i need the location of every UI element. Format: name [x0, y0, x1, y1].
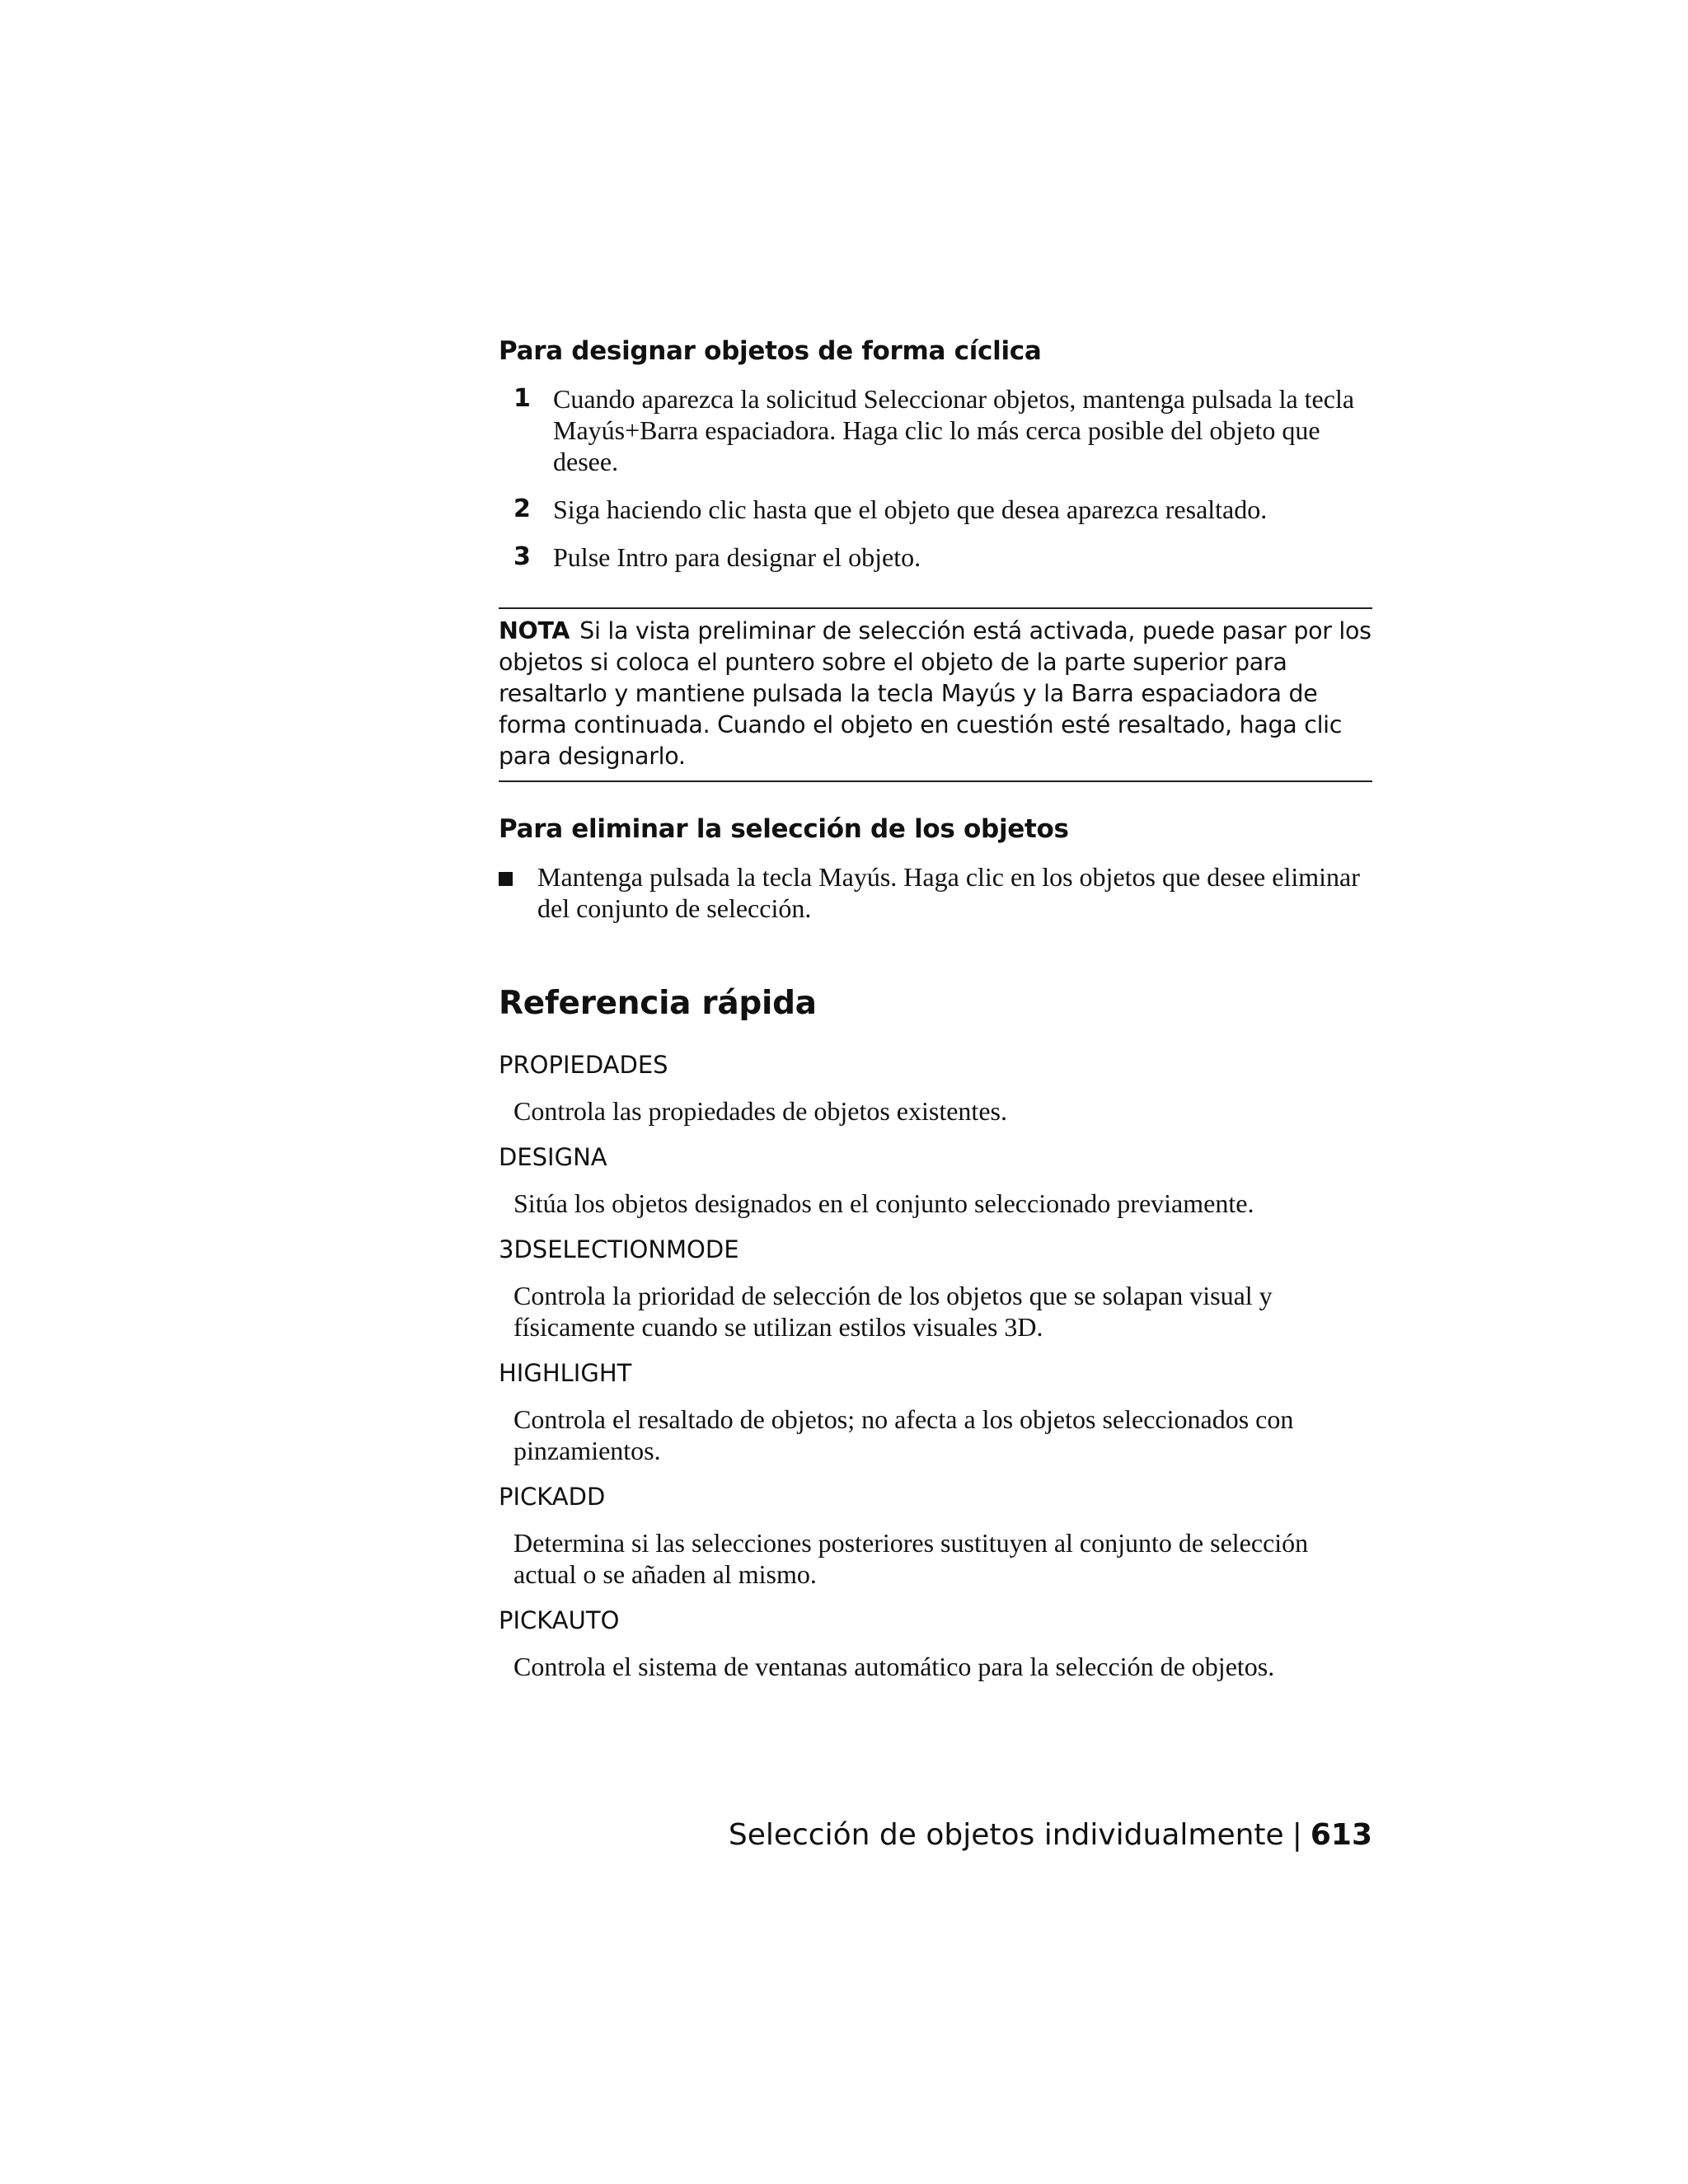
- reference-description: Controla el resaltado de objetos; no afecta a los objetos seleccionados con pinzamientos.: [513, 1404, 1294, 1465]
- list-item: [499, 541, 1372, 573]
- procedure-title-cyclic: Para designar objetos de forma cíclica: [499, 336, 1042, 366]
- step-number: 3: [513, 542, 531, 571]
- bullet-text: Mantenga pulsada la tecla Mayús. Haga clic en los objetos que desee eliminar del conjunto de selección.: [537, 862, 1360, 923]
- bullet-square-icon: [499, 861, 537, 924]
- page-number: 613: [1310, 1818, 1372, 1852]
- footer-separator: |: [1292, 1818, 1302, 1852]
- page-content: [499, 334, 1372, 1697]
- step-number: 2: [513, 494, 531, 523]
- step-number: 1: [513, 384, 531, 413]
- steps-list: [499, 383, 1372, 573]
- reference-term: PICKADD: [499, 1483, 606, 1511]
- reference-term: HIGHLIGHT: [499, 1359, 632, 1387]
- list-item: [499, 383, 1372, 477]
- step-text: Siga haciendo clic hasta que el objeto que desea aparezca resaltado.: [553, 494, 1268, 524]
- list-item: [499, 861, 1372, 924]
- note-label: NOTA: [499, 617, 570, 644]
- reference-term: PROPIEDADES: [499, 1051, 668, 1079]
- reference-term: DESIGNA: [499, 1143, 607, 1171]
- reference-description: Controla las propiedades de objetos existentes.: [513, 1096, 1007, 1126]
- section-heading: Referencia rápida: [499, 985, 817, 1022]
- reference-term: 3DSELECTIONMODE: [499, 1235, 739, 1263]
- procedure-title-remove: Para eliminar la selección de los objetos: [499, 814, 1069, 844]
- reference-description: Controla la prioridad de selección de los objetos que se solapan visual y físicamente cuando se utilizan estilos visuales 3D.: [513, 1281, 1273, 1342]
- quick-reference-list: [499, 1049, 1372, 1682]
- page-footer: [729, 1816, 1372, 1855]
- reference-description: Controla el sistema de ventanas automático para la selección de objetos.: [513, 1652, 1275, 1681]
- footer-section-title: Selección de objetos individualmente: [728, 1818, 1284, 1852]
- step-text: Cuando aparezca la solicitud Seleccionar objetos, mantenga pulsada la tecla Mayús+Barra espaciadora. Haga clic lo más cerca posible del objeto que desee.: [553, 384, 1355, 476]
- reference-description: Sitúa los objetos designados en el conjunto seleccionado previamente.: [513, 1188, 1254, 1218]
- reference-term: PICKAUTO: [499, 1606, 620, 1634]
- note-box: [499, 607, 1372, 782]
- note-text: Si la vista preliminar de selección está activada, puede pasar por los objetos si coloca el puntero sobre el objeto de la parte superior para resaltarlo y mantiene pulsada la tecla Mayús y la Barra espaciadora de forma continuada. Cuando el objeto en cuestión esté resaltado, haga clic para designarlo.: [499, 617, 1372, 770]
- reference-description: Determina si las selecciones posteriores sustituyen al conjunto de selección actual o se añaden al mismo.: [513, 1528, 1309, 1589]
- list-item: [499, 494, 1372, 525]
- step-text: Pulse Intro para designar el objeto.: [553, 542, 921, 572]
